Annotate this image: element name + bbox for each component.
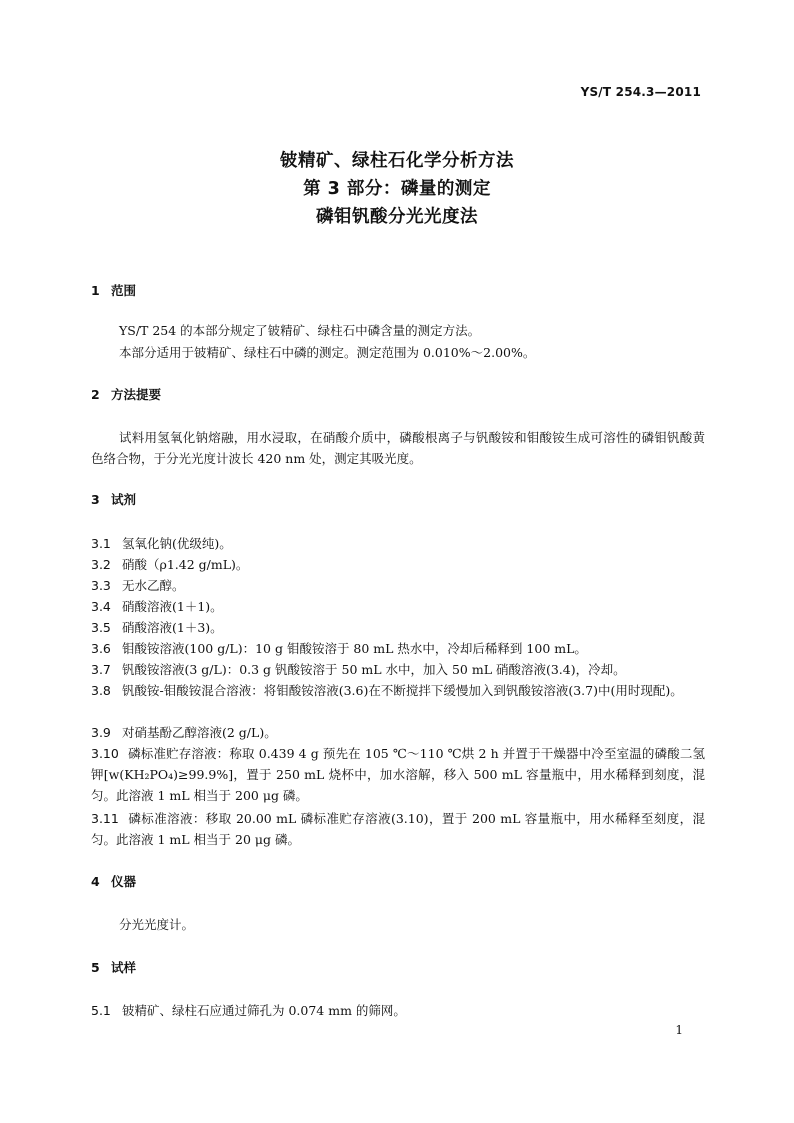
scope-paragraph-2: 本部分适用于铍精矿、绿柱石中磷的测定。测定范围为 0.010%～2.00%。	[119, 345, 536, 360]
item-number: 3.6	[91, 641, 111, 656]
section-title: 方法提要	[111, 387, 162, 402]
reagent-item	[91, 743, 705, 806]
section-heading-apparatus	[91, 872, 136, 892]
reagent-item	[91, 722, 705, 743]
item-text: 硝酸溶液(1＋1)。	[122, 599, 223, 614]
section-title: 仪器	[111, 874, 137, 889]
scope-paragraph-1: YS/T 254 的本部分规定了铍精矿、绿柱石中磷含量的测定方法。	[119, 323, 481, 338]
section-title: 范围	[111, 283, 137, 298]
item-text: 磷标准溶液：移取 20.00 mL 磷标准贮存溶液(3.10)，置于 200 mL 容量瓶中，用水稀释至刻度，混匀。此溶液 1 mL 相当于 20 μg 磷。	[91, 811, 705, 847]
section-heading-reagents	[91, 490, 136, 510]
reagent-item	[91, 808, 705, 850]
item-number: 3.10	[91, 746, 119, 761]
title-line-3: 磷钼钒酸分光光度法	[316, 207, 478, 227]
item-text: 磷标准贮存溶液：称取 0.439 4 g 预先在 105 ℃～110 ℃烘 2 h 并置于干燥器中冷至室温的磷酸二氢钾[w(KH₂PO₄)≥99.9%]，置于 250 mL 烧杯中，加水溶解，移入 500 mL 容量瓶中，用水稀释到刻度，混匀。此溶液 1 mL 相当于 200 μg 磷。	[91, 746, 705, 803]
item-number: 3.8	[91, 683, 111, 698]
reagent-item	[91, 533, 705, 554]
item-text: 对硝基酚乙醇溶液(2 g/L)。	[122, 725, 277, 740]
item-text: 硝酸（ρ1.42 g/mL)。	[122, 557, 249, 572]
section-title: 试剂	[111, 492, 137, 507]
section-heading-principle	[91, 385, 161, 405]
item-number: 3.1	[91, 536, 111, 551]
document-title	[0, 147, 794, 231]
section-number: 2	[91, 387, 100, 402]
item-number: 3.11	[91, 811, 119, 826]
sample-item	[91, 1000, 705, 1021]
item-text: 钼酸铵溶液(100 g/L)：10 g 钼酸铵溶于 80 mL 热水中，冷却后稀释到 100 mL。	[122, 641, 587, 656]
section-number: 1	[91, 283, 100, 298]
item-number: 3.7	[91, 662, 111, 677]
section-heading-scope	[91, 281, 136, 301]
standard-code: YS/T 254.3—2011	[580, 85, 701, 99]
item-text: 钒酸铵-钼酸铵混合溶液：将钼酸铵溶液(3.6)在不断搅拌下缓慢加入到钒酸铵溶液(3.7)中(用时现配)。	[122, 683, 683, 698]
item-number: 3.9	[91, 725, 111, 740]
item-number: 5.1	[91, 1003, 111, 1018]
item-number: 3.3	[91, 578, 111, 593]
item-number: 3.5	[91, 620, 111, 635]
item-text: 铍精矿、绿柱石应通过筛孔为 0.074 mm 的筛网。	[122, 1003, 406, 1018]
reagent-item	[91, 659, 705, 680]
reagent-item	[91, 554, 705, 575]
reagent-item	[91, 575, 705, 596]
item-number: 3.4	[91, 599, 111, 614]
item-text: 钒酸铵溶液(3 g/L)：0.3 g 钒酸铵溶于 50 mL 水中，加入 50 mL 硝酸溶液(3.4)，冷却。	[122, 662, 626, 677]
reagent-item	[91, 680, 705, 701]
item-number: 3.2	[91, 557, 111, 572]
item-text: 无水乙醇。	[122, 578, 185, 593]
item-text: 氢氧化钠(优级纯)。	[122, 536, 232, 551]
principle-paragraph: 试料用氢氧化钠熔融，用水浸取，在硝酸介质中，磷酸根离子与钒酸铵和钼酸铵生成可溶性的磷钼钒酸黄色络合物，于分光光度计波长 420 nm 处，测定其吸光度。	[91, 430, 705, 466]
page-number: 1	[675, 1023, 683, 1037]
title-line-1: 铍精矿、绿柱石化学分析方法	[280, 151, 514, 171]
section-number: 5	[91, 960, 100, 975]
apparatus-paragraph: 分光光度计。	[119, 917, 195, 932]
section-heading-sample	[91, 958, 136, 978]
section-number: 4	[91, 874, 100, 889]
section-number: 3	[91, 492, 100, 507]
reagent-item	[91, 596, 705, 617]
section-title: 试样	[111, 960, 137, 975]
title-line-2: 第 3 部分：磷量的测定	[303, 179, 491, 199]
item-text: 硝酸溶液(1＋3)。	[122, 620, 223, 635]
reagent-item	[91, 638, 705, 659]
reagent-item	[91, 617, 705, 638]
